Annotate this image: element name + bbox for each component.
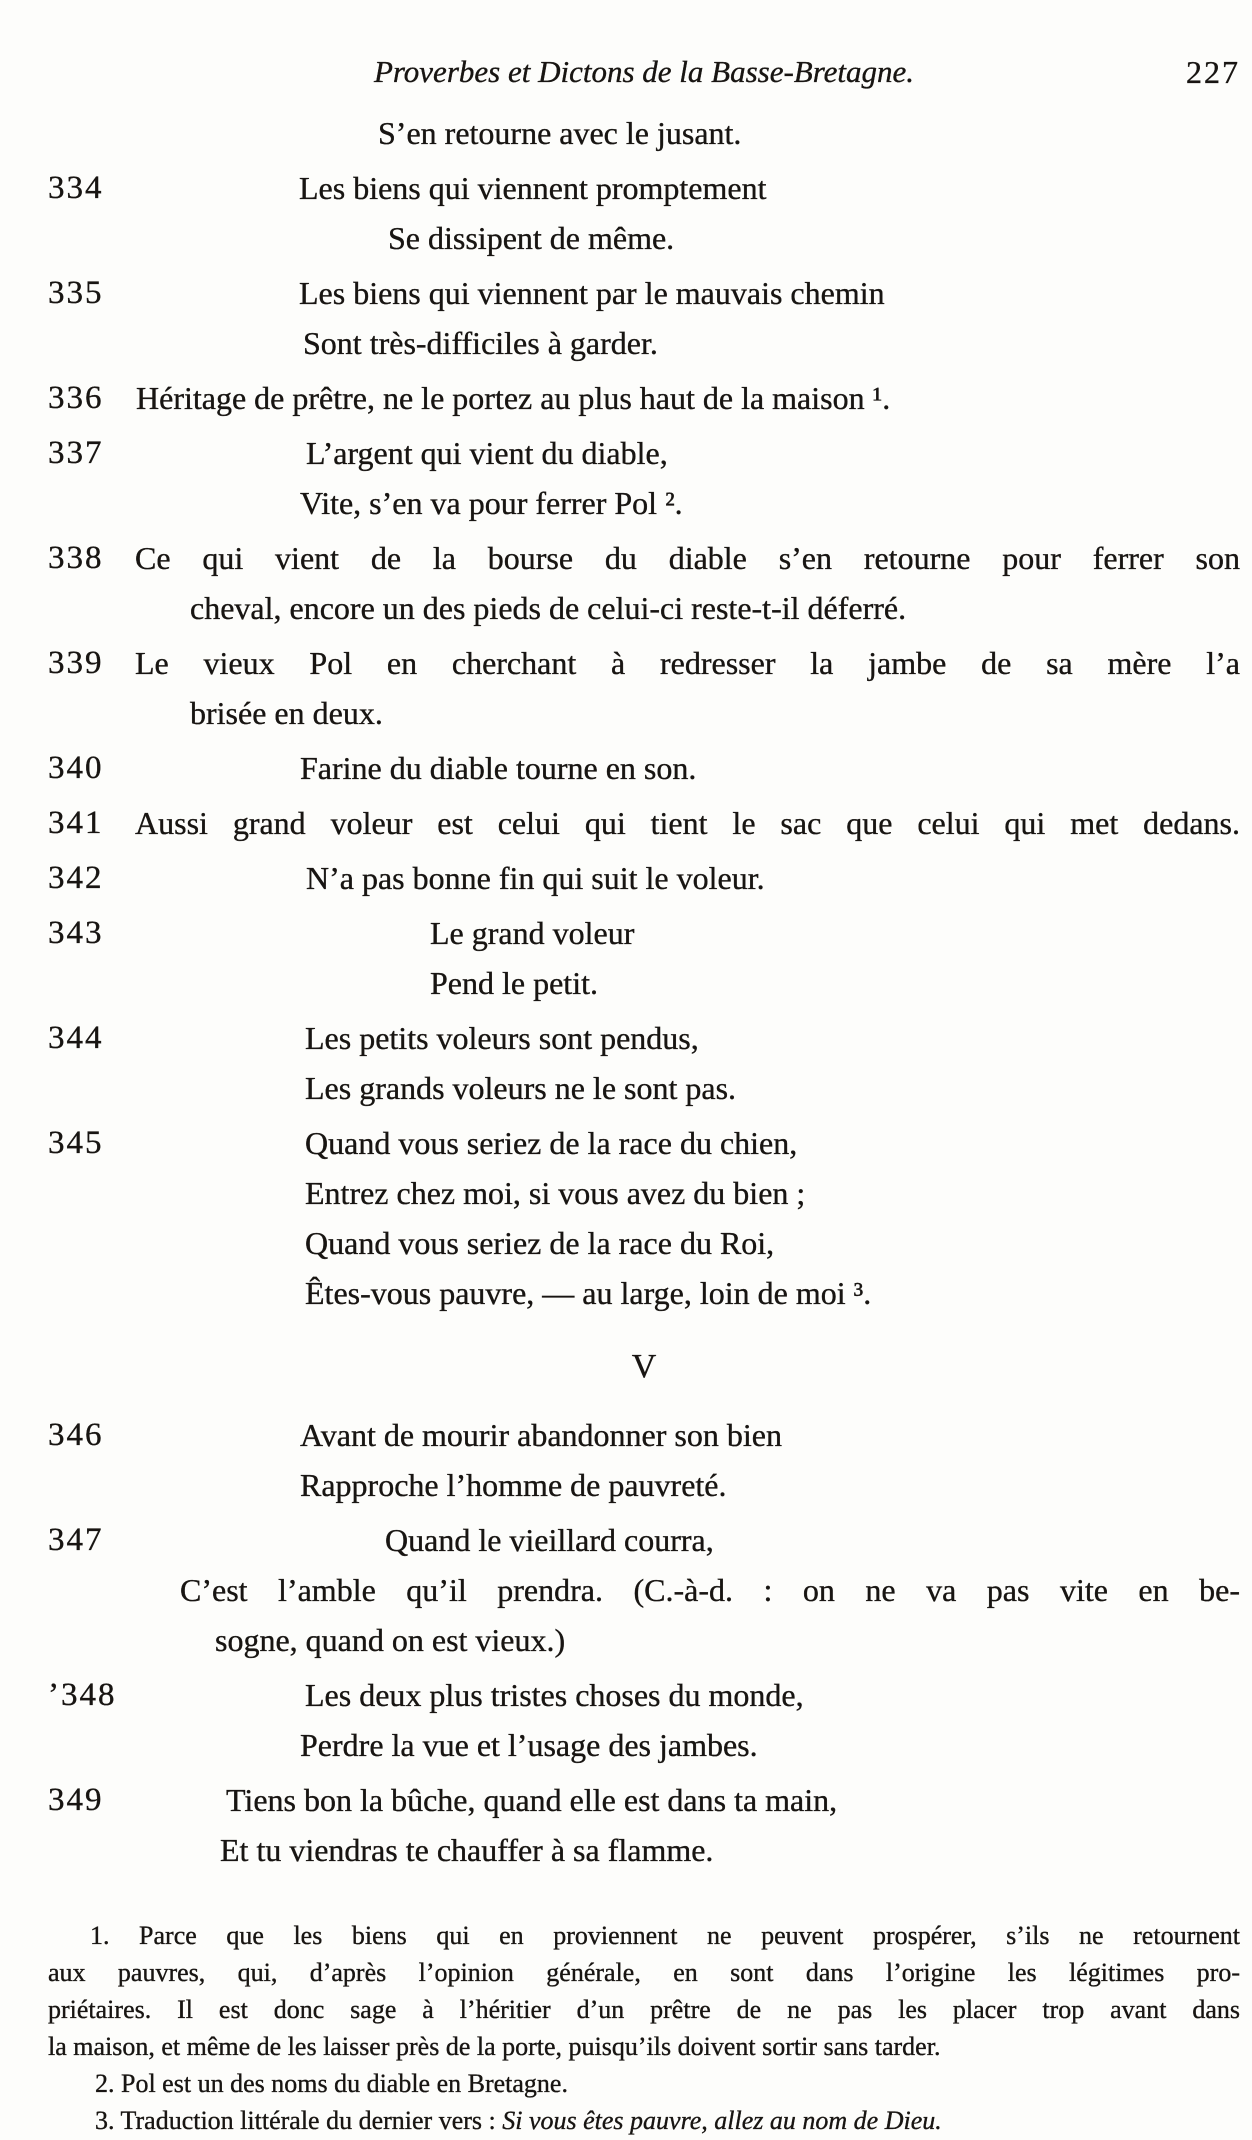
proverb-number: 334	[48, 170, 104, 206]
proverb-line: L’argent qui vient du diable,	[306, 435, 668, 471]
section-heading: V	[631, 1348, 657, 1385]
proverb-line: Tiens bon la bûche, quand elle est dans ta main,	[226, 1782, 838, 1818]
proverb-line: brisée en deux.	[190, 695, 383, 731]
page-header	[48, 50, 1240, 94]
proverb-entry	[48, 1775, 1240, 1875]
proverb-line: Pend le petit.	[430, 965, 598, 1001]
proverb-entry	[48, 908, 1240, 1008]
proverb-line: Se dissipent de même.	[388, 220, 675, 256]
proverb-entry	[48, 1515, 1240, 1665]
proverb-number: 340	[48, 750, 104, 786]
proverb-number: 337	[48, 435, 104, 471]
proverb-line: Le vieux Pol en cherchant à redresser la jambe de sa mère l’a	[135, 645, 1240, 681]
footnotes-section	[48, 1917, 1240, 2139]
footnote	[48, 2065, 1240, 2102]
proverb-number: 349	[48, 1782, 104, 1818]
proverb-line: Avant de mourir abandonner son bien	[300, 1417, 782, 1453]
footnote-line: 3. Traduction littérale du dernier vers : Si vous êtes pauvre, allez au nom de Dieu.	[95, 2106, 942, 2135]
proverb-line: Aussi grand voleur est celui qui tient le sac que celui qui met dedans.	[135, 805, 1240, 841]
proverb-line: Perdre la vue et l’usage des jambes.	[300, 1727, 758, 1763]
proverb-entry	[48, 743, 1240, 793]
proverb-line: Le grand voleur	[430, 915, 635, 951]
proverb-line: N’a pas bonne fin qui suit le voleur.	[306, 860, 765, 896]
proverb-number: 336	[48, 380, 104, 416]
proverb-line: Quand le vieillard courra,	[385, 1522, 714, 1558]
proverb-entry	[48, 108, 1240, 158]
proverb-entry	[48, 853, 1240, 903]
proverb-number: 338	[48, 540, 104, 576]
proverb-line: Les petits voleurs sont pendus,	[305, 1020, 699, 1056]
proverb-line: Quand vous seriez de la race du chien,	[305, 1125, 798, 1161]
footnote-line: priétaires. Il est donc sage à l’héritier d’un prêtre de ne pas les placer trop avant dans	[48, 1995, 1240, 2024]
proverb-line: Entrez chez moi, si vous avez du bien ;	[305, 1175, 806, 1211]
page-number: 227	[1186, 54, 1240, 90]
proverb-line: C’est l’amble qu’il prendra. (C.-à-d. : on ne va pas vite en be-	[180, 1572, 1240, 1608]
proverbs-list	[48, 108, 1240, 1875]
proverb-line: Ce qui vient de la bourse du diable s’en retourne pour ferrer son	[135, 540, 1240, 576]
proverb-number: 339	[48, 645, 104, 681]
proverb-line: sogne, quand on est vieux.)	[215, 1622, 566, 1658]
proverb-line: Les grands voleurs ne le sont pas.	[305, 1070, 737, 1106]
proverb-line: Farine du diable tourne en son.	[300, 750, 697, 786]
proverb-number: 345	[48, 1125, 104, 1161]
proverb-entry	[48, 638, 1240, 738]
proverb-entry	[48, 1670, 1240, 1770]
proverb-entry	[48, 1118, 1240, 1318]
proverb-entry	[48, 428, 1240, 528]
proverb-number: 347	[48, 1522, 104, 1558]
proverb-line: Êtes-vous pauvre, — au large, loin de moi ³.	[305, 1275, 872, 1311]
page-title: Proverbes et Dictons de la Basse-Bretagne.	[373, 54, 915, 89]
proverb-number: 335	[48, 275, 104, 311]
proverb-number: 346	[48, 1417, 104, 1453]
proverb-line: S’en retourne avec le jusant.	[378, 115, 742, 151]
proverb-line: Héritage de prêtre, ne le portez au plus haut de la maison ¹.	[136, 380, 891, 416]
proverb-line: Les deux plus tristes choses du monde,	[305, 1677, 804, 1713]
proverb-line: Les biens qui viennent par le mauvais chemin	[299, 275, 885, 311]
proverb-line: Quand vous seriez de la race du Roi,	[305, 1225, 775, 1261]
proverb-line: Rapproche l’homme de pauvreté.	[300, 1467, 727, 1503]
proverb-number: ’348	[48, 1677, 117, 1713]
proverb-entry	[48, 798, 1240, 848]
proverb-number: 343	[48, 915, 104, 951]
footnote-line: 1. Parce que les biens qui en proviennent ne peuvent prospérer, s’ils ne retournent	[90, 1921, 1240, 1950]
footnote	[48, 1917, 1240, 2065]
footnote-italic-text: Si vous êtes pauvre, allez au nom de Dieu.	[502, 2106, 942, 2135]
footnote-line: aux pauvres, qui, d’après l’opinion générale, en sont dans l’origine les légitimes pro-	[48, 1958, 1240, 1987]
proverb-number: 341	[48, 805, 104, 841]
footnote-line: la maison, et même de les laisser près de la porte, puisqu’ils doivent sortir sans tarder.	[48, 2032, 941, 2061]
proverb-number: 344	[48, 1020, 104, 1056]
proverb-entry	[48, 533, 1240, 633]
proverb-line: cheval, encore un des pieds de celui-ci reste-t-il déferré.	[190, 590, 907, 626]
proverb-entry	[48, 163, 1240, 263]
proverb-entry	[48, 1013, 1240, 1113]
proverb-line: Sont très-difficiles à garder.	[303, 325, 658, 361]
footnote-line: 2. Pol est un des noms du diable en Bretagne.	[95, 2069, 568, 2098]
proverb-entry	[48, 1410, 1240, 1510]
proverb-line: Vite, s’en va pour ferrer Pol ².	[300, 485, 683, 521]
proverb-line: Et tu viendras te chauffer à sa flamme.	[220, 1832, 714, 1868]
proverb-entry	[48, 268, 1240, 368]
proverb-number: 342	[48, 860, 104, 896]
footnote	[48, 2102, 1240, 2139]
proverb-entry	[48, 373, 1240, 423]
proverb-line: Les biens qui viennent promptement	[299, 170, 767, 206]
